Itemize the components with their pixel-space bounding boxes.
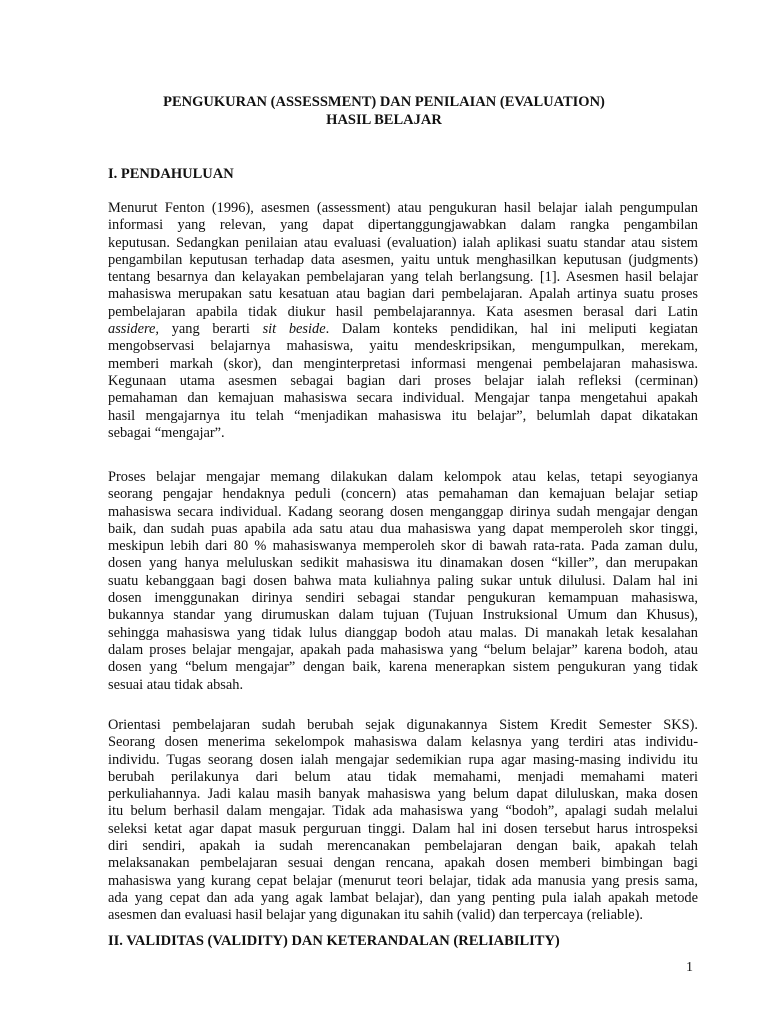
text-line: keputusan. Sedangkan penilaian atau evaluasi (evaluation) ialah aplikasi suatu standar atau sistem	[108, 234, 698, 251]
text-line: informasi yang relevan, yang dapat dipertanggungjawabkan dalam rangka pengambilan	[108, 217, 698, 234]
text-line: baik, dan sudah puas apabila ada satu atau dua mahasiswa yang dapat memperoleh skor tinggi,	[108, 520, 698, 537]
text-line: dosen yang hanya meluluskan sedikit mahasiswa itu dinamakan dosen “killer”, dan merupakan	[108, 555, 698, 572]
text-line: tentang besarnya dan kelayakan pembelajaran yang telah berlangsung. [1]. Asesmen hasil belajar	[108, 269, 698, 286]
text-line: pemahaman dan kemajuan mahasiswa secara individual. Mengajar tanpa mengetahui apakah	[108, 390, 698, 407]
text-line: mahasiswa merupakan satu kesatuan atau bagian dari pembelajaran. Apalah artinya suatu proses	[108, 286, 698, 303]
text-line: meskipun lebih dari 80 % mahasiswanya memperoleh skor di bawah rata-rata. Pada zaman dulu,	[108, 538, 698, 555]
text-line: pembelajaran apabila tidak diukur hasil pembelajarannya. Kata asesmen berasal dari Latin	[108, 303, 698, 320]
text-line: suatu kebanggaan bagi dosen bahwa mata kuliahnya paling sukar untuk dilulusi. Dalam hal ini	[108, 572, 698, 589]
text-line: asesmen dan evaluasi hasil belajar yang digunakan itu sahih (valid) dan terpercaya (reliable).	[108, 907, 644, 924]
text-line: mahasiswa secara individual. Kadang seorang dosen menganggap dirinya sudah mengajar dengan	[108, 503, 698, 520]
text-line: diri sendiri, apakah ia sudah merencanakan pembelajaran dengan baik, apakah telah	[108, 838, 698, 855]
text-line: seorang pengajar hendaknya peduli (concern) atas pemahaman dan kemajuan belajar setiap	[108, 486, 698, 503]
text-line: mahasiswa yang kurang cepat belajar (menurut teori belajar, tidak ada manusia yang presis sama,	[108, 872, 698, 889]
text-line: memberi markah (skor), dan menginterpretasi informasi mengenai pembelajaran mahasiswa.	[108, 355, 698, 372]
text-line: sesuai atau tidak absah.	[108, 676, 244, 693]
text-line: melaksanakan pembelajaran sesuai dengan rencana, apakah dosen memberi bimbingan bagi	[108, 855, 698, 872]
paragraph-1	[108, 200, 698, 442]
paragraph-3	[108, 717, 698, 925]
text-line: bukannya standar yang dirumuskan dalam tujuan (Tujuan Instruksional Umum dan Khusus),	[108, 607, 698, 624]
text-line: mengobservasi belajarnya mahasiswa, yaitu mendeskripsikan, mengumpulkan, merekam,	[108, 338, 698, 355]
title-line-1: PENGUKURAN (ASSESSMENT) DAN PENILAIAN (EVALUATION)	[163, 94, 605, 110]
text-line: pengambilan keputusan terhadap data asesmen, yaitu untuk menghasilkan keputusan (judgments)	[108, 251, 698, 268]
text-line: itu belum berhasil dalam mengajar. Tidak ada mahasiswa yang “bodoh”, apalagi sudah melalui	[108, 803, 698, 820]
text-line: Kegunaan utama asesmen sebagai bagian dari proses belajar ialah refleksi (cerminan)	[108, 372, 698, 389]
text-line: ada yang cepat dan ada yang agak lambat belajar), dan yang penting pula ialah apakah metode	[108, 889, 698, 906]
text-line: Proses belajar mengajar memang dilakukan dalam kelompok atau kelas, tetapi seyogianya	[108, 469, 698, 485]
paragraph-2	[108, 469, 698, 694]
text-line: dosen yang “belum mengajar” dengan baik, karena menerapkan sistem pengukuran yang tidak	[108, 659, 698, 676]
document-title	[0, 93, 768, 129]
text-line: seleksi ketat agar dapat masuk perguruan tinggi. Dalam hal ini dosen tersebut harus introspeksi	[108, 820, 698, 837]
page-number: 1	[686, 960, 693, 975]
text-line: perkuliahannya. Jadi kalau masih banyak mahasiswa yang belum dapat diluluskan, maka dosen	[108, 786, 698, 803]
text-line: individu. Tugas seorang dosen ialah mengajar sedemikian rupa agar masing-masing individu itu	[108, 751, 698, 768]
text-line: berubah perilakunya dari belum atau tidak memahami, menjadi memahami materi	[108, 768, 698, 785]
text-line: assidere, yang berarti sit beside. Dalam konteks pendidikan, hal ini meliputi kegiatan	[108, 321, 698, 338]
text-line: dalam proses belajar mengajar, apakah pada mahasiswa yang “belum belajar” karena bodoh, atau	[108, 641, 698, 658]
text-line: sehingga mahasiswa yang tidak lulus dianggap bodoh atau malas. Di manakah letak kesalahan	[108, 624, 698, 641]
text-line: Orientasi pembelajaran sudah berubah sejak digunakannya Sistem Kredit Semester SKS).	[108, 717, 698, 733]
title-line-2: HASIL BELAJAR	[326, 112, 442, 128]
text-line: dosen imenggunakan dirinya sendiri sebagai standar pengukuran kemampuan mahasiswa,	[108, 590, 698, 607]
text-line: Seorang dosen menerima sekelompok mahasiswa dalam kelasnya yang terdiri atas individu-	[108, 734, 698, 751]
section-heading-pendahuluan: I. PENDAHULUAN	[108, 166, 234, 182]
section-heading-validitas: II. VALIDITAS (VALIDITY) DAN KETERANDALAN (RELIABILITY)	[108, 933, 560, 949]
text-line: Menurut Fenton (1996), asesmen (assessment) atau pengukuran hasil belajar ialah pengumpulan	[108, 200, 698, 216]
text-line: sebagai “mengajar”.	[108, 424, 225, 441]
text-line: hasil mengajarnya itu telah “menjadikan mahasiswa itu belajar”, belumlah dapat dikatakan	[108, 407, 698, 424]
